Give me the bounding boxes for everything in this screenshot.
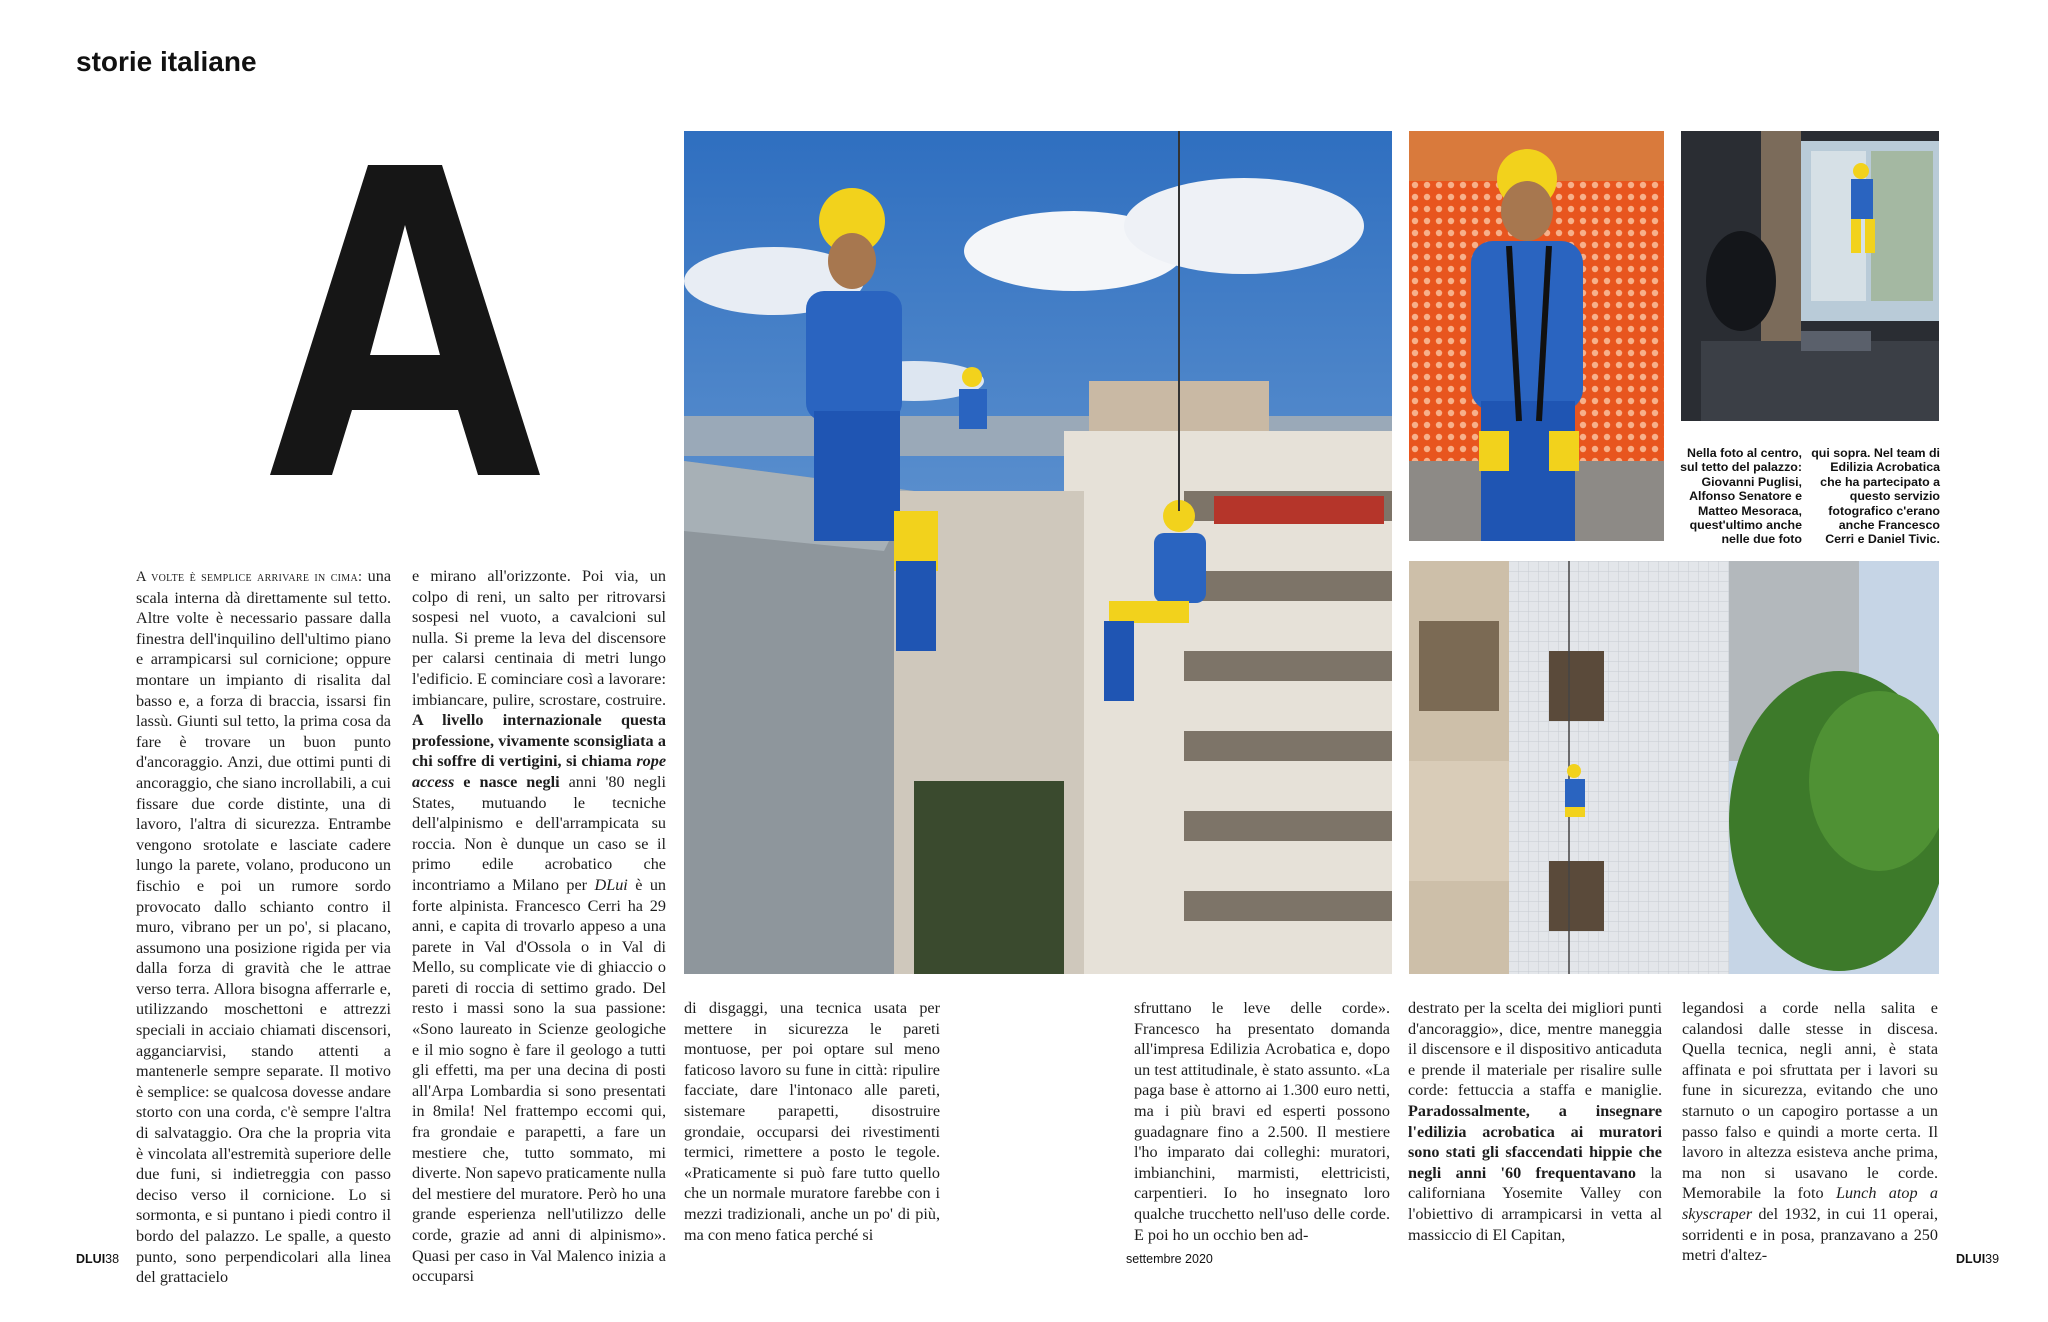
- article-column-3: [684, 998, 940, 1244]
- footer-date: settembre 2020: [1126, 1252, 1213, 1266]
- column-2-text-b: anni '80 negli States, mutuando le tecniche dell'alpinismo e dell'arrampicata su roccia. Non è dunque un caso se il primo edile acrobatico che incontriamo a Milano per: [412, 772, 667, 894]
- column-2-text-a: e mirano all'orizzonte. Poi via, un colpo di reni, un salto per ritrovarsi sospesi nel vuoto, a cavalcioni sul nulla. Si preme la leva del discensore per calarsi centinaia di metri lungo l'edificio. E cominciare così a lavorare: imbiancare, pulire, scrostare, costruire.: [412, 567, 666, 709]
- article-column-6: [1682, 998, 1939, 1265]
- column-6-text-a: legandosi a corde nella salita e calandosi dalle stesse in discesa. Quella tecnica, negli anni, è stata affinata e poi sfruttata per i lavori su fune in sicurezza, evitando che uno starnuto o un capogiro portasse a un passo falso e quindi a morte certa. Il lavoro in altezza esisteva anche prima, ma non si usavano le corde. Memorabile la foto: [1682, 999, 1938, 1203]
- article-column-1: [136, 566, 391, 1287]
- footer-brand-right: DLUI: [1956, 1252, 1986, 1266]
- column-2-italic: DLui: [594, 875, 628, 894]
- article-column-5: [1408, 998, 1662, 1244]
- section-title: storie italiane: [76, 46, 257, 77]
- page-number-right: 39: [1985, 1252, 2000, 1266]
- photo-facade-climber: [1409, 561, 1939, 974]
- page-number-left: 38: [105, 1252, 120, 1266]
- column-1-text: una scala interna dà direttamente sul tetto. Altre volte è necessario passare dalla finestra dell'inquilino dell'ultimo piano e arrampicarsi sul cornicione; oppure montare un impianto di risalita dal basso e, a forza di braccia, issarsi fin lassù. Giunti sul tetto, la prima cosa da fare è trovare un buon punto d'ancoraggio. Anzi, due ottimi punti di ancoraggio, che siano incrollabili, a cui fissare due corde distinte, una di lavoro, l'altra di sicurezza. Entrambe vengono srotolate e lasciate cadere lungo la parete, volano, producono un fischio e poi un rumore sordo provocato dallo schianto contro il muro, vibrano per un po', si placano, assumono una posizione rigida per via dalla forza di gravità che le attrae verso terra. Allora bisogna afferrarle e, utilizzando moschettoni e attrezzi speciali in acciaio chiamati discensori, agganciarvisi, stando attenti a mantenerle sempre separate. Il motivo è semplice: se qualcosa dovesse andare storto con una corda, c'è sempre l'altra di salvataggio. Ora che la propria vita è vincolata all'estremità superiore delle due funi, si indietreggia con passo deciso verso il cornicione. Lo si sormonta, e si puntano i piedi contro il bordo del palazzo. Le spalle, a questo punto, sono perpendicolari alla linea del grattacielo: [136, 567, 391, 1287]
- column-2-bold-italic: rope access: [412, 752, 666, 791]
- photo-window-climber: [1681, 131, 1939, 421]
- column-2-bold-a: A livello internazionale questa professione, vivamente sconsigliata a chi soffre di vertigini, si chiama: [412, 711, 666, 771]
- article-column-2: [412, 566, 667, 1286]
- column-2-text-c: è un forte alpinista. Francesco Cerri ha 29 anni, e capita di trovarlo appeso a una parete in Val d'Ossola o in Val di Mello, su complicate vie di ghiaccio o pareti di roccia di settimo grado. Del resto i massi sono la sua passione: «Sono laureato in Scienze geologiche e il mio sogno è fare il geologo a tutti gli effetti, ma per una decina di posti all'Arpa Lombardia si sono presentati in 8mila! Nel frattempo eccomi qui, fra grondaie e parapetti, a fare un mestiere che, tutto sommato, mi diverte. Non sapevo praticamente nulla del mestiere del muratore. Però ho una grande esperienza nell'utilizzo delle corde, grazie ad anni di alpinismo». Quasi per caso in Val Malenco inizia a occuparsi: [412, 875, 667, 1286]
- column-3-text: di disgaggi, una tecnica usata per mettere in sicurezza le pareti montuose, per poi optare sul meno faticoso lavoro su fune in città: ripulire facciate, dare l'intonaco alle pareti, sistemare parapetti, disostruire grondaie, occuparsi dei rivestimenti termici, rimettere a posto le tegole. «Praticamente si può fare tutto quello che un normale muratore farebbe con i mezzi tradizionali, anche un po' di più, ma con meno fatica perché si: [684, 999, 940, 1244]
- column-6-text-b: del 1932, in cui 11 operai, sorridenti e in posa, pranzavano a 250 metri d'altez-: [1682, 1204, 1938, 1265]
- column-6-italic: Lunch atop a skyscraper: [1682, 1184, 1939, 1223]
- column-4-text: sfruttano le leve delle corde». Francesco ha presentato domanda all'impresa Edilizia Acrobatica e, dopo un test attitudinale, è stato assunto. «La paga base è attorno ai 1.300 euro netti, ma i più bravi ed esperti possono guadagnare fino a 2.500. Il mestiere l'ho imparato dai colleghi: muratori, imbianchini, marmisti, elettricisti, carpentieri. Io ho insegnato loro qualche trucchetto nell'uso delle corde. E poi ho un occhio ben ad-: [1134, 999, 1390, 1244]
- drop-cap-letter: [270, 165, 540, 475]
- column-5-text-a: destrato per la scelta dei migliori punti d'ancoraggio», dice, mentre maneggia il discensore e il dispositivo anticaduta e prende il materiale per risalire sulle corde: fettuccia a staffa e maniglie.: [1408, 999, 1662, 1100]
- photo-worker-portrait: [1409, 131, 1664, 541]
- column-5-text-b: la californiana Yosemite Valley con l'obiettivo di arrampicarsi in vetta al massiccio di El Capitan,: [1408, 1163, 1662, 1244]
- footer-left: [76, 1252, 119, 1266]
- main-photo-rooftop-workers: [684, 131, 1392, 974]
- footer-brand-left: DLUI: [76, 1252, 106, 1266]
- column-2-bold-b: e nasce negli: [463, 772, 560, 791]
- column-5-bold: Paradossalmente, a insegnare l'edilizia acrobatica ai muratori sono stati gli sfaccendati hippie che negli anni '60 frequentavano: [1408, 1101, 1662, 1182]
- photo-caption-left: Nella foto al centro, sul tetto del palazzo: Giovanni Puglisi, Alfonso Senatore e Matteo Mesoraca, quest'ultimo anche nelle due foto: [1680, 446, 1802, 547]
- photo-caption-right: qui sopra. Nel team di Edilizia Acrobatica che ha partecipato a questo servizio fotografico c'erano anche Francesco Cerri e Daniel Tivic.: [1811, 446, 1940, 547]
- footer-right: [1956, 1252, 1999, 1266]
- article-column-4: [1134, 998, 1390, 1244]
- lead-in: A volte è semplice arrivare in cima:: [136, 569, 363, 585]
